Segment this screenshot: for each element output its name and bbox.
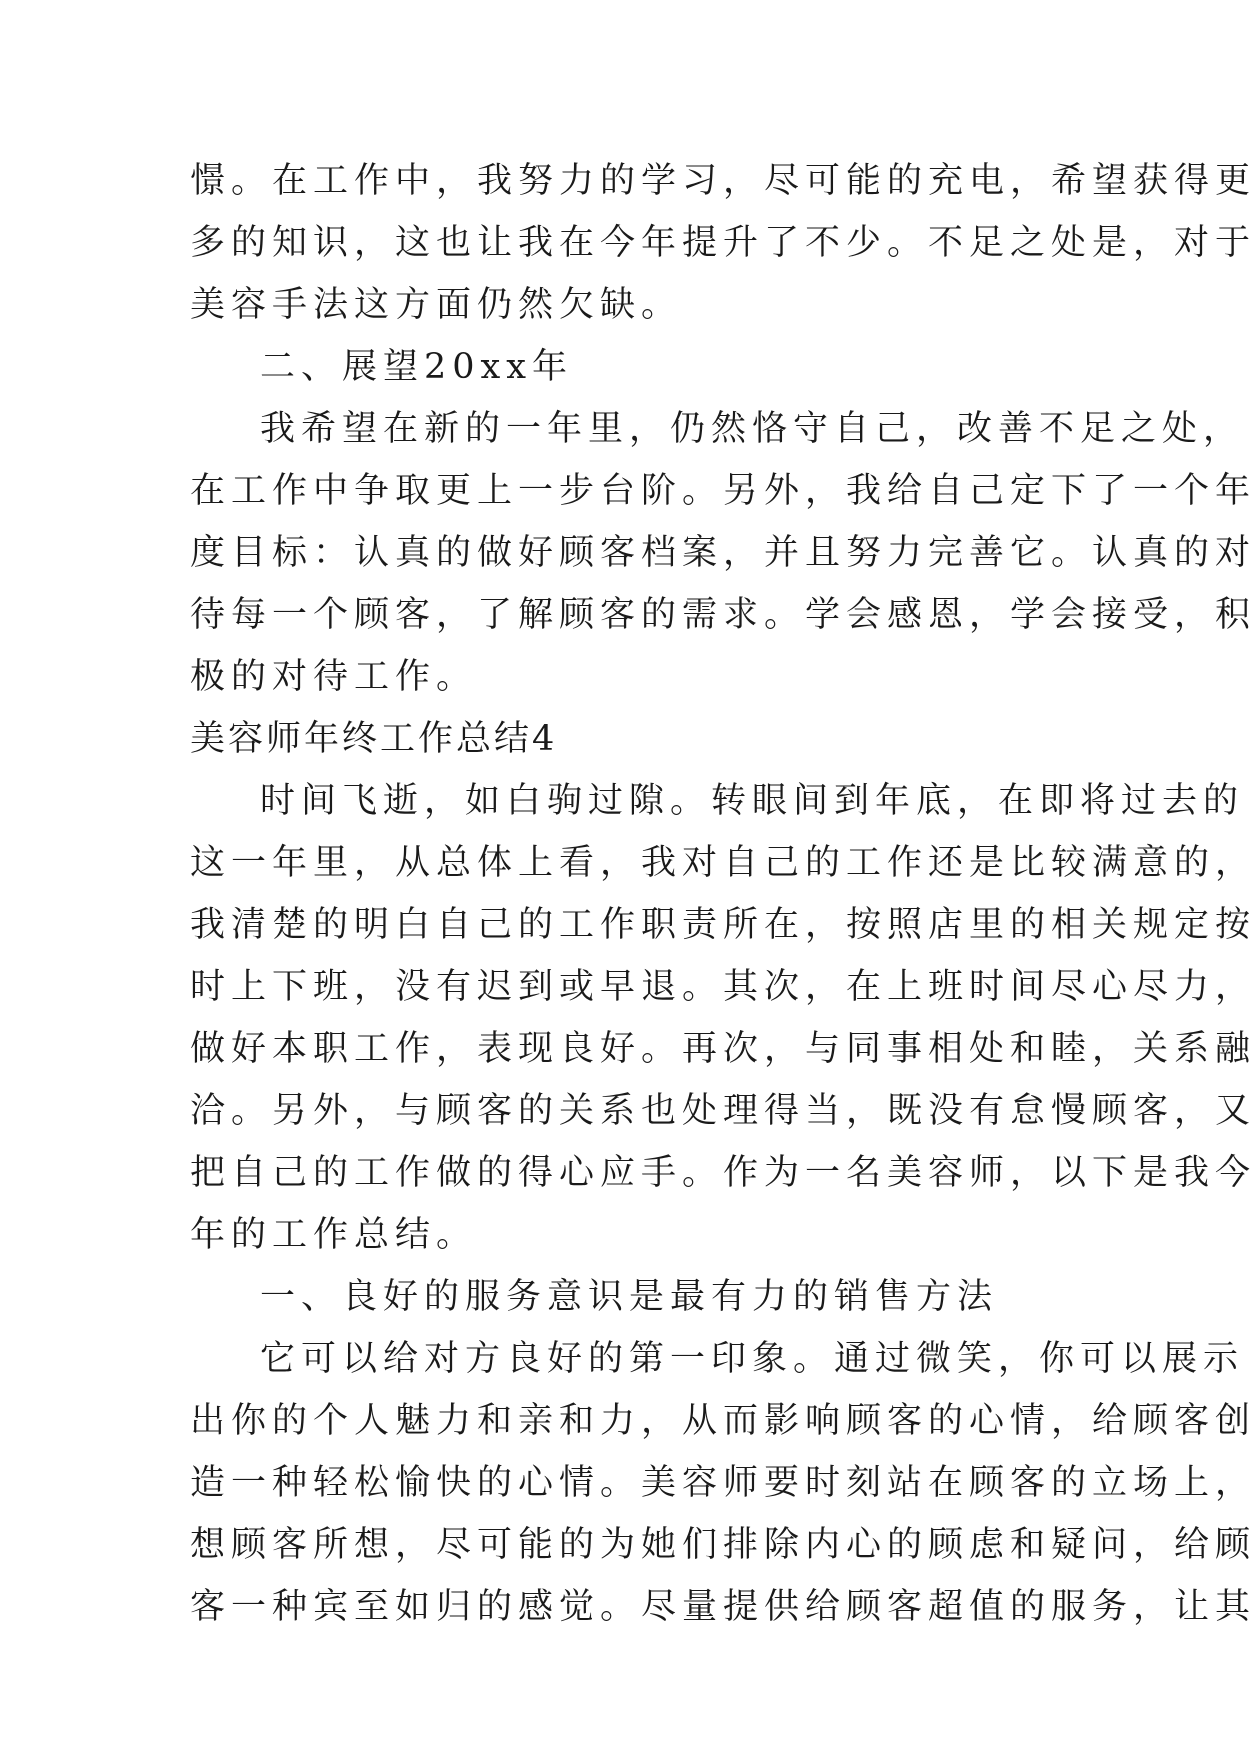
text-line: 洽。另外，与顾客的关系也处理得当，既没有怠慢顾客，又 [190,1091,1256,1131]
text-line: 极的对待工作。 [190,657,478,697]
text-line: 憬。在工作中，我努力的学习，尽可能的充电，希望获得更 [190,161,1256,201]
section-heading: 二、展望20xx年 [260,347,574,387]
text-line: 造一种轻松愉快的心情。美容师要时刻站在顾客的立场上， [190,1463,1256,1503]
text-line: 时上下班，没有迟到或早退。其次，在上班时间尽心尽力， [190,967,1256,1007]
text-line: 我希望在新的一年里，仍然恪守自己，改善不足之处， [260,409,1245,449]
text-line: 我清楚的明白自己的工作职责所在，按照店里的相关规定按 [190,905,1256,945]
document-title: 美容师年终工作总结4 [190,719,558,759]
text-line: 它可以给对方良好的第一印象。通过微笑，你可以展示 [260,1339,1245,1379]
text-line: 多的知识，这也让我在今年提升了不少。不足之处是，对于 [190,223,1256,263]
text-line: 度目标：认真的做好顾客档案，并且努力完善它。认真的对 [190,533,1256,573]
text-line: 把自己的工作做的得心应手。作为一名美容师，以下是我今 [190,1153,1256,1193]
document-body [190,150,1256,1638]
text-line: 美容手法这方面仍然欠缺。 [190,285,683,325]
text-line: 待每一个顾客，了解顾客的需求。学会感恩，学会接受，积 [190,595,1256,635]
text-line: 做好本职工作，表现良好。再次，与同事相处和睦，关系融 [190,1029,1256,1069]
text-line: 年的工作总结。 [190,1215,478,1255]
text-line: 时间飞逝，如白驹过隙。转眼间到年底，在即将过去的 [260,781,1245,821]
section-heading: 一、良好的服务意识是最有力的销售方法 [260,1277,999,1317]
text-line: 在工作中争取更上一步台阶。另外，我给自己定下了一个年 [190,471,1256,511]
text-line: 想顾客所想，尽可能的为她们排除内心的顾虑和疑问，给顾 [190,1525,1256,1565]
text-line: 这一年里，从总体上看，我对自己的工作还是比较满意的， [190,843,1256,883]
text-line: 出你的个人魅力和亲和力，从而影响顾客的心情，给顾客创 [190,1401,1256,1441]
text-line: 客一种宾至如归的感觉。尽量提供给顾客超值的服务，让其 [190,1587,1256,1627]
